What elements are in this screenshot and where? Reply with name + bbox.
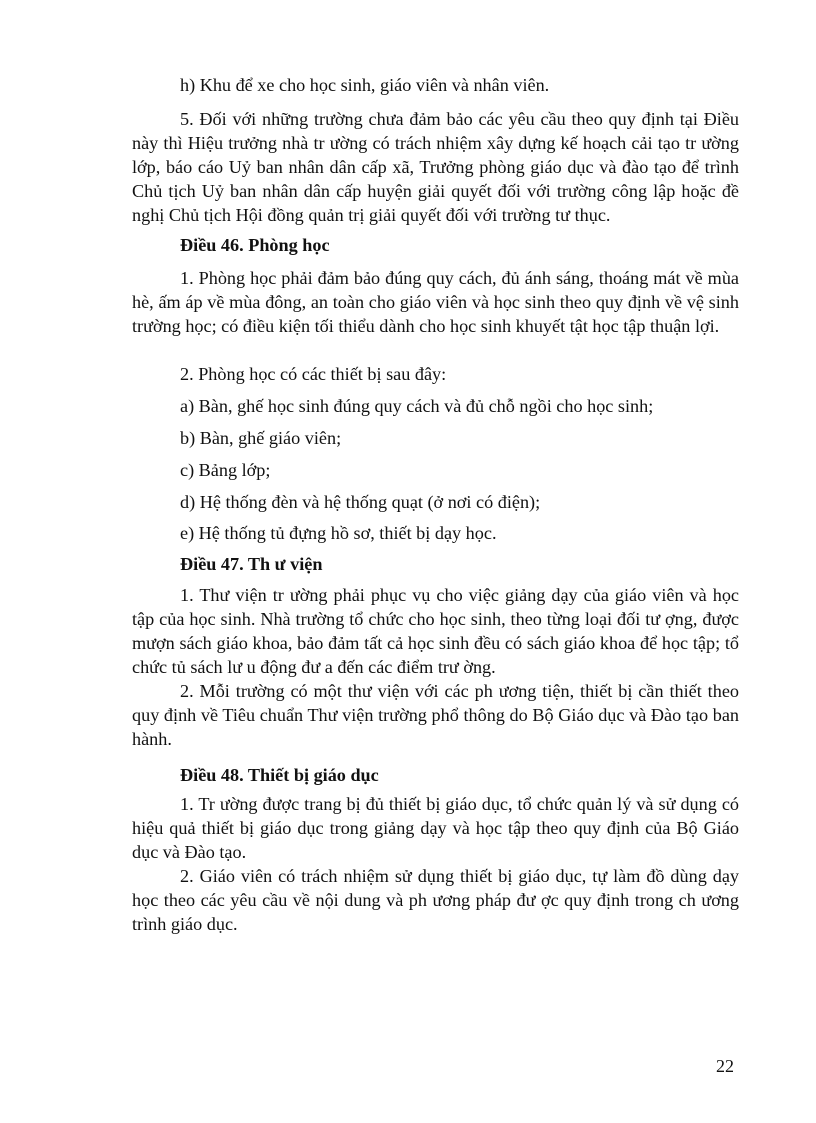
article-heading: Điều 46. Phòng học bbox=[180, 235, 330, 255]
paragraph: 1. Thư viện tr ường phải phục vụ cho việc giảng dạy của giáo viên và học tập của học sinh. Nhà trường tổ chức cho học sinh, theo từng loại đối tư ợng, được mượn sách giáo khoa, bảo đảm tất cả học sinh đều có sách giáo khoa để học tập; tổ chức tủ sách lư u động đư a đến các điểm trư ờng. bbox=[132, 585, 739, 677]
article-heading: Điều 48. Thiết bị giáo dục bbox=[180, 765, 379, 785]
article-heading: Điều 47. Th ư viện bbox=[180, 554, 323, 574]
list-item: e) Hệ thống tủ đựng hồ sơ, thiết bị dạy học. bbox=[180, 523, 497, 543]
paragraph: 2. Mỗi trường có một thư viện với các ph ương tiện, thiết bị cần thiết theo quy định về Tiêu chuẩn Thư viện trường phổ thông do Bộ Giáo dục và Đào tạo ban hành. bbox=[132, 681, 739, 749]
paragraph: 1. Phòng học phải đảm bảo đúng quy cách, đủ ánh sáng, thoáng mát về mùa hè, ấm áp về mùa đông, an toàn cho giáo viên và học sinh theo quy định về vệ sinh trường học; có điều kiện tối thiểu dành cho học sinh khuyết tật học tập thuận lợi. bbox=[132, 268, 739, 336]
list-item: b) Bàn, ghế giáo viên; bbox=[180, 428, 342, 448]
paragraph: 2. Giáo viên có trách nhiệm sử dụng thiết bị giáo dục, tự làm đồ dùng dạy học theo các yêu cầu về nội dung và ph ương pháp đư ợc quy định trong ch ương trình giáo dục. bbox=[132, 866, 739, 934]
list-item: c) Bảng lớp; bbox=[180, 460, 271, 480]
list-item: d) Hệ thống đèn và hệ thống quạt (ở nơi có điện); bbox=[180, 492, 541, 512]
page-number: 22 bbox=[716, 1056, 734, 1076]
paragraph: 5. Đối với những trường chưa đảm bảo các yêu cầu theo quy định tại Điều này thì Hiệu trưởng nhà tr ường có trách nhiệm xây dựng kế hoạch cải tạo tr ường lớp, báo cáo Uỷ ban nhân dân cấp xã, Trưởng phòng giáo dục và đào tạo để trình Chủ tịch Uỷ ban nhân dân cấp huyện giải quyết đối với trường công lập hoặc đề nghị Chủ tịch Hội đồng quản trị giải quyết đối với trường tư thục. bbox=[132, 109, 739, 225]
paragraph: 1. Tr ường được trang bị đủ thiết bị giáo dục, tổ chức quản lý và sử dụng có hiệu quả thiết bị giáo dục trong giảng dạy và học tập theo quy định của Bộ Giáo dục và Đào tạo. bbox=[132, 794, 739, 862]
list-item: h) Khu để xe cho học sinh, giáo viên và nhân viên. bbox=[180, 75, 550, 95]
list-item: a) Bàn, ghế học sinh đúng quy cách và đủ chỗ ngồi cho học sinh; bbox=[180, 396, 654, 416]
list-item: 2. Phòng học có các thiết bị sau đây: bbox=[180, 364, 447, 384]
